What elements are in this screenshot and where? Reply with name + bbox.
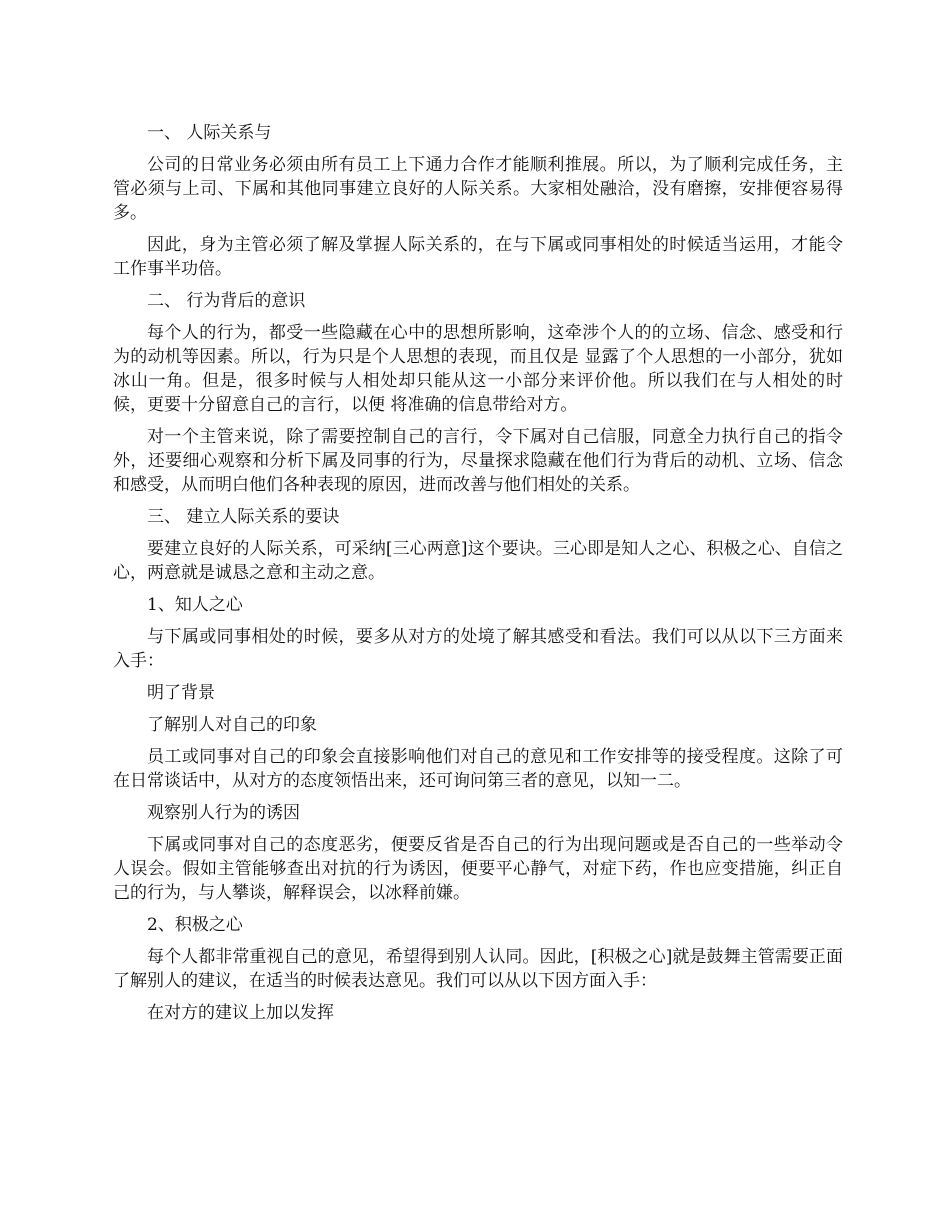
section-heading-2: 二、 行为背后的意识 xyxy=(147,291,306,311)
section-heading-1: 一、 人际关系与 xyxy=(147,123,272,143)
document-page xyxy=(113,121,843,1033)
paragraph-three-hearts: 要建立良好的人际关系，可采纳[三心两意]这个要诀。三心即是知人之心、积极之心、自信之心，两意就是诚恳之意和主动之意。 xyxy=(113,539,843,583)
item-behavior-causes: 观察别人行为的诱因 xyxy=(147,803,300,823)
subheading-know-others: 1、知人之心 xyxy=(147,595,243,615)
item-impression: 了解别人对自己的印象 xyxy=(147,715,317,735)
paragraph-master-relations: 因此，身为主管必须了解及掌握人际关系的，在与下属或同事相处的时候适当运用，才能令工作事半功倍。 xyxy=(113,235,843,279)
item-understand-background: 明了背景 xyxy=(147,683,215,703)
paragraph-three-aspects: 与下属或同事相处的时候，要多从对方的处境了解其感受和看法。我们可以从以下三方面来入手： xyxy=(113,627,843,671)
paragraph-positive-heart: 每个人都非常重视自己的意见，希望得到别人认同。因此，[积极之心]就是鼓舞主管需要正面了解别人的建议，在适当的时候表达意见。我们可以从以下因方面入手： xyxy=(113,947,843,991)
paragraph-observe-subordinates: 对一个主管来说，除了需要控制自己的言行，令下属对自己信服，同意全力执行自己的指令外，还要细心观察和分析下属及同事的行为，尽量探求隐藏在他们行为背后的动机、立场、信念和感受，从而明白他们各种表现的原因，进而改善与他们相处的关系。 xyxy=(113,427,843,495)
item-build-on-suggestions: 在对方的建议上加以发挥 xyxy=(147,1003,334,1023)
paragraph-impression: 员工或同事对自己的印象会直接影响他们对自己的意见和工作安排等的接受程度。这除了可在日常谈话中，从对方的态度领悟出来，还可询问第三者的意见，以知一二。 xyxy=(113,747,843,791)
paragraph-behavior-causes: 下属或同事对自己的态度恶劣，便要反省是否自己的行为出现问题或是否自己的一些举动令人误会。假如主管能够查出对抗的行为诱因，便要平心静气，对症下药，作也应变措施，纠正自己的行为，与人攀谈，解释误会，以冰释前嫌。 xyxy=(113,835,843,903)
section-heading-3: 三、 建立人际关系的要诀 xyxy=(147,507,340,527)
paragraph-iceberg: 每个人的行为，都受一些隐藏在心中的思想所影响，这牵涉个人的的立场、信念、感受和行为的动机等因素。所以，行为只是个人思想的表现，而且仅是 显露了个人思想的一小部分，犹如冰山一角。但是，很多时候与人相处却只能从这一小部分来评价他。所以我们在与人相处的时候，更要十分留意自己的言行，以便 将准确的信息带给对方。 xyxy=(113,323,843,415)
subheading-positive-heart: 2、积极之心 xyxy=(147,915,243,935)
paragraph-teamwork: 公司的日常业务必须由所有员工上下通力合作才能顺利推展。所以，为了顺利完成任务，主管必须与上司、下属和其他同事建立良好的人际关系。大家相处融洽，没有磨擦，安排便容易得多。 xyxy=(113,155,843,223)
